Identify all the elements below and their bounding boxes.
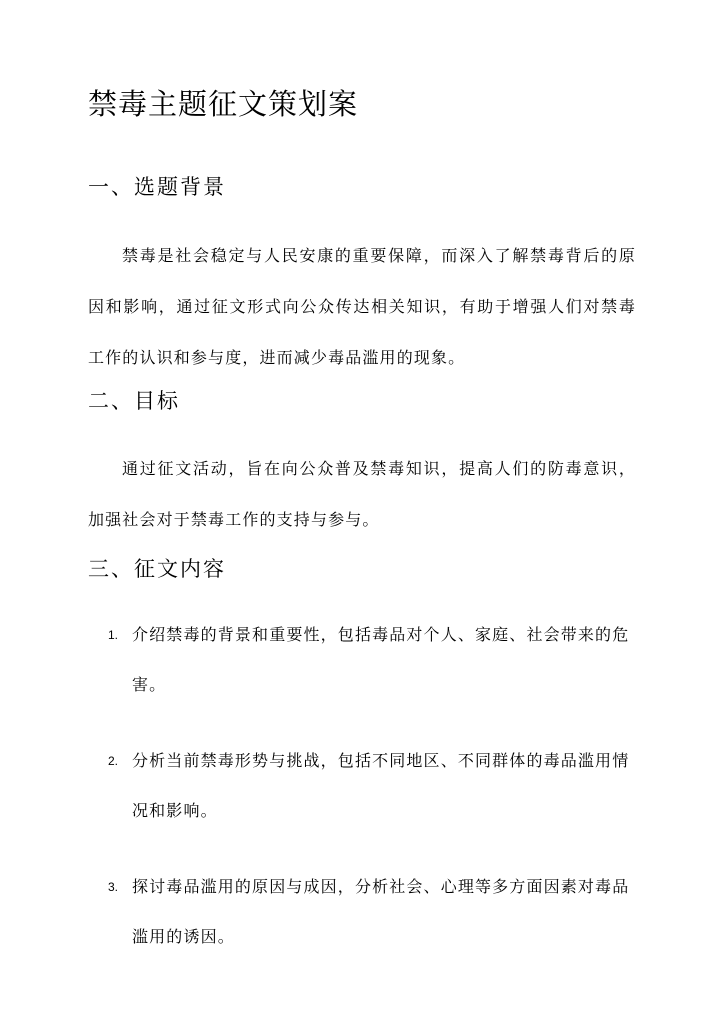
list-item: [88, 862, 636, 962]
list-marker: 3.: [108, 880, 119, 894]
content-list: [88, 610, 636, 988]
document-title: 禁毒主题征文策划案: [88, 87, 359, 121]
list-item: [88, 610, 636, 710]
list-item-text: 分析当前禁毒形势与挑战，包括不同地区、不同群体的毒品滥用情况和影响。: [132, 751, 630, 820]
list-marker: 1.: [108, 628, 119, 642]
list-item-text: 介绍禁毒的背景和重要性，包括毒品对个人、家庭、社会带来的危害。: [132, 625, 630, 694]
list-marker: 2.: [108, 754, 119, 768]
list-item: [88, 736, 636, 836]
section-heading-background: 一、选题背景: [88, 175, 226, 199]
section-paragraph-background: 禁毒是社会稳定与人民安康的重要保障，而深入了解禁毒背后的原因和影响，通过征文形式向公众传达相关知识，有助于增强人们对禁毒工作的认识和参与度，进而减少毒品滥用的现象。: [88, 246, 636, 367]
section-paragraph-goal: 通过征文活动，旨在向公众普及禁毒知识，提高人们的防毒意识，加强社会对于禁毒工作的支持与参与。: [88, 459, 636, 529]
section-heading-content: 三、征文内容: [88, 557, 226, 581]
list-item-text: 探讨毒品滥用的原因与成因，分析社会、心理等多方面因素对毒品滥用的诱因。: [132, 877, 630, 946]
section-heading-goal: 二、目标: [88, 389, 180, 413]
